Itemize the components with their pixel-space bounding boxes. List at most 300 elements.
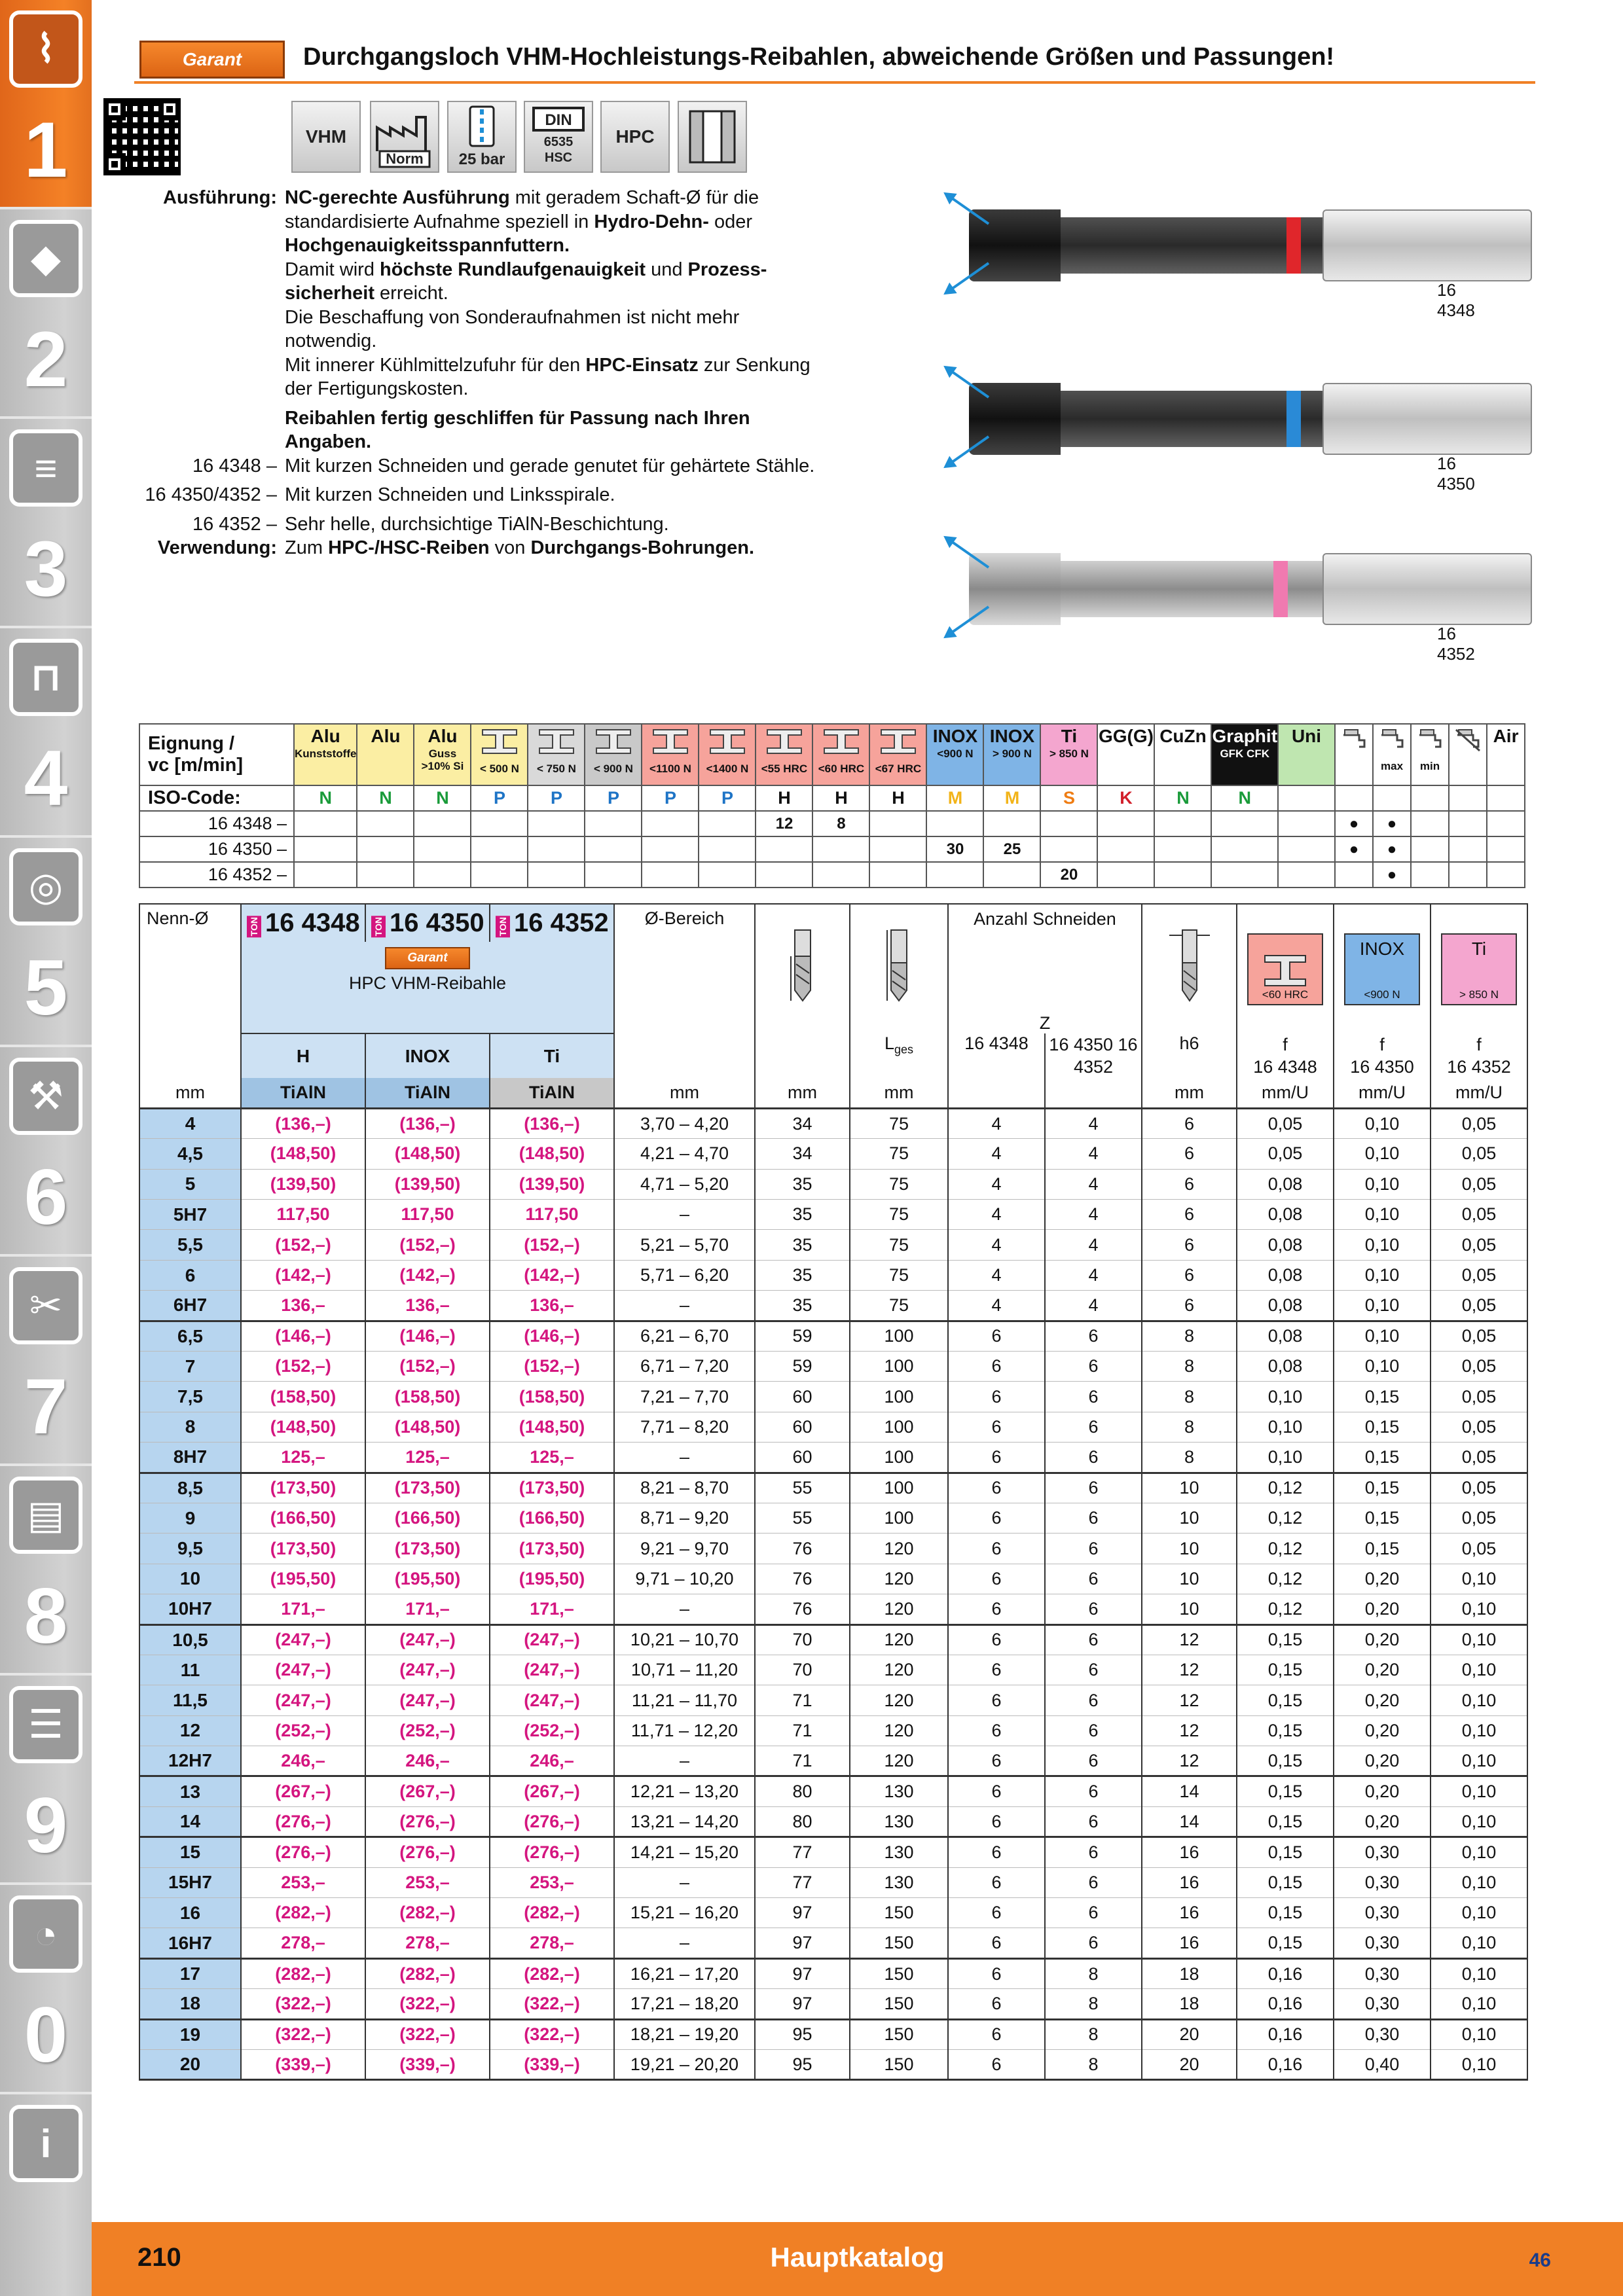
cutters-16-4350-4352: 6 [1045,1443,1142,1473]
shank-diameter: 10 [1142,1473,1237,1503]
feed-16-4348: 0,15 [1237,1624,1334,1655]
svg-text:DIN: DIN [545,111,572,129]
diameter-range: – [614,1443,755,1473]
price-16-4348[interactable]: 278,– [241,1928,365,1958]
feed-16-4348: 0,05 [1237,1108,1334,1138]
cutters-16-4348: 6 [948,1806,1045,1837]
table-row [139,1685,1527,1715]
material-name: Air [1493,726,1519,746]
vc-cell [869,811,926,836]
total-length: 120 [850,1685,948,1715]
desc-l7: 16 4350/4352 – [145,484,277,505]
price-16-4348[interactable]: (152,–) [241,1230,365,1260]
price-16-4352[interactable]: (282,–) [490,1898,614,1928]
verwendung-label: Verwendung: [157,537,277,558]
desc-p6: Mit kurzen Schneiden und gerade genutet für gehärtete Stähle. [285,455,815,476]
qr-code-icon[interactable] [103,98,181,175]
feed-16-4350: 0,10 [1334,1139,1431,1169]
sidebar-tab-info[interactable] [0,2094,92,2296]
nominal-diameter: 5H7 [139,1200,241,1230]
price-16-4352[interactable]: (247,–) [490,1624,614,1655]
price-16-4352[interactable]: (142,–) [490,1260,614,1290]
diameter-range: – [614,1200,755,1230]
coolant-tap-icon [1374,727,1410,758]
price-16-4352[interactable]: (173,50) [490,1473,614,1503]
nominal-diameter: 6,5 [139,1321,241,1351]
price-16-4348[interactable]: (152,–) [241,1352,365,1382]
cutters-16-4350-4352: 6 [1045,1746,1142,1776]
price-16-4348[interactable]: 117,50 [241,1200,365,1230]
sidebar-tab-0[interactable] [0,1885,92,2094]
vc-cell [1040,811,1097,836]
price-16-4350[interactable]: (267,–) [365,1776,490,1806]
sidebar-tab-number: 3 [24,525,68,613]
diameter-range: – [614,1291,755,1321]
price-16-4352[interactable]: (146,–) [490,1321,614,1351]
price-16-4352[interactable]: (195,50) [490,1564,614,1594]
product-label: HPC VHM-Reibahle [348,973,507,993]
shank-diameter: 16 [1142,1837,1237,1867]
f1-label: f 16 4348 [1237,1033,1334,1078]
shank-diameter: 18 [1142,1989,1237,2019]
total-length: 120 [850,1715,948,1746]
feed-16-4352: 0,05 [1431,1503,1527,1533]
cutting-length: 60 [755,1382,850,1412]
nominal-diameter: 6 [139,1260,241,1290]
cutting-length: 35 [755,1200,850,1230]
diameter-range: 10,21 – 10,70 [614,1624,755,1655]
price-16-4350[interactable]: (166,50) [365,1503,490,1533]
price-16-4352[interactable]: (339,–) [490,2050,614,2080]
total-length: 100 [850,1382,948,1412]
diameter-range: 12,21 – 13,20 [614,1776,755,1806]
price-16-4348[interactable]: 253,– [241,1867,365,1897]
price-16-4350[interactable]: (148,50) [365,1139,490,1169]
price-16-4350[interactable]: (282,–) [365,1958,490,1988]
table-row [139,1108,1527,1138]
page-footer [92,2222,1623,2296]
shank-diameter: 20 [1142,2050,1237,2080]
price-16-4350[interactable]: 171,– [365,1594,490,1624]
price-16-4350[interactable]: (139,50) [365,1169,490,1199]
sidebar-tab-9[interactable] [0,1676,92,1885]
cutting-length: 60 [755,1443,850,1473]
cutters-16-4350-4352: 4 [1045,1260,1142,1290]
cutters-16-4348: 4 [948,1200,1045,1230]
price-16-4350[interactable]: (247,–) [365,1655,490,1685]
tool-shank [1322,383,1532,455]
price-16-4350[interactable]: (173,50) [365,1534,490,1564]
shank-diameter: 12 [1142,1624,1237,1655]
cutting-length: 80 [755,1776,850,1806]
feed-16-4348: 0,15 [1237,1898,1334,1928]
price-16-4348[interactable]: (142,–) [241,1260,365,1290]
feed-16-4350: 0,30 [1334,1837,1431,1867]
vc-cell [528,836,585,862]
price-16-4350[interactable]: (322,–) [365,2019,490,2049]
price-16-4350[interactable]: (276,–) [365,1806,490,1837]
price-16-4348[interactable]: (173,50) [241,1534,365,1564]
table-row [139,1473,1527,1503]
cutters-16-4348: 6 [948,1503,1045,1533]
price-16-4350[interactable]: (252,–) [365,1715,490,1746]
cutters-16-4350-4352: 8 [1045,1958,1142,1988]
iso-code-21 [1449,785,1487,811]
feed-16-4350: 0,15 [1334,1382,1431,1412]
price-16-4350[interactable]: (276,–) [365,1837,490,1867]
sidebar-tab-number: 8 [24,1572,68,1660]
price-16-4350[interactable]: 278,– [365,1928,490,1958]
price-16-4348[interactable]: (339,–) [241,2050,365,2080]
price-16-4348[interactable]: (139,50) [241,1169,365,1199]
cutters-16-4350-4352: 6 [1045,1352,1142,1382]
nominal-diameter: 6H7 [139,1291,241,1321]
shank-diameter: 6 [1142,1230,1237,1260]
price-16-4350[interactable]: (158,50) [365,1382,490,1412]
diameter-range: 4,71 – 5,20 [614,1169,755,1199]
nominal-diameter: 5,5 [139,1230,241,1260]
cutters-16-4348: 6 [948,1655,1045,1685]
total-length: 130 [850,1837,948,1867]
price-16-4348[interactable]: (148,50) [241,1139,365,1169]
ausfuehrung-label: Ausführung: [163,187,277,208]
price-16-4352[interactable]: (148,50) [490,1139,614,1169]
total-length: 120 [850,1746,948,1776]
table-row [139,1230,1527,1260]
price-16-4352[interactable]: (152,–) [490,1352,614,1382]
price-16-4350[interactable]: (322,–) [365,1989,490,2019]
price-16-4352[interactable]: 117,50 [490,1200,614,1230]
cutters-16-4348: 6 [948,1989,1045,2019]
feed-16-4352: 0,10 [1431,1837,1527,1867]
price-16-4352[interactable]: (282,–) [490,1958,614,1988]
price-16-4350[interactable]: (142,–) [365,1260,490,1290]
material-inox-badge: INOX <900 N [1334,904,1431,1033]
price-16-4352[interactable]: (139,50) [490,1169,614,1199]
sidebar-tab-1[interactable] [0,0,92,209]
price-16-4352[interactable]: (247,–) [490,1685,614,1715]
price-16-4348[interactable]: (276,–) [241,1837,365,1867]
vc-cell [294,811,357,836]
nominal-diameter: 19 [139,2019,241,2049]
z1-label: 16 4348 [948,1033,1045,1078]
shank-diameter: 18 [1142,1958,1237,1988]
unit-l1: mm [755,1078,850,1108]
price-16-4350[interactable]: (195,50) [365,1564,490,1594]
material-col-2 [414,724,471,785]
feed-16-4348: 0,15 [1237,1655,1334,1685]
price-16-4350[interactable]: 136,– [365,1291,490,1321]
price-16-4348[interactable]: (148,50) [241,1412,365,1442]
vc-cell: 30 [926,836,983,862]
iso-code-7: P [699,785,756,811]
price-16-4350[interactable]: (152,–) [365,1230,490,1260]
feature-0: VHM [291,101,361,173]
cutters-16-4350-4352: 6 [1045,1412,1142,1442]
material-spec: <1400 N [706,762,749,775]
price-16-4348[interactable]: (322,–) [241,2019,365,2049]
nominal-diameter: 7 [139,1352,241,1382]
cutters-16-4350-4352: 6 [1045,1503,1142,1533]
price-16-4348[interactable]: 171,– [241,1594,365,1624]
diameter-range: 16,21 – 17,20 [614,1958,755,1988]
col-empty-l1 [755,1033,850,1078]
feed-16-4352: 0,10 [1431,1806,1527,1837]
price-16-4348[interactable]: (247,–) [241,1624,365,1655]
desc-l8: 16 4352 – [192,513,277,535]
cutting-length: 35 [755,1230,850,1260]
nominal-diameter: 10 [139,1564,241,1594]
nominal-diameter: 18 [139,1989,241,2019]
material-col-18 [1335,724,1373,785]
material-col-13 [1040,724,1097,785]
diameter-range: 7,21 – 7,70 [614,1382,755,1412]
sidebar-tab-number: 5 [24,944,68,1031]
price-16-4352[interactable]: (152,–) [490,1230,614,1260]
table-row [139,1806,1527,1837]
f2-label: f 16 4350 [1334,1033,1431,1078]
diameter-range: 17,21 – 18,20 [614,1989,755,2019]
price-16-4352[interactable]: (148,50) [490,1412,614,1442]
cutters-16-4348: 6 [948,1412,1045,1442]
iso-code-label: ISO-Code: [139,785,294,811]
price-16-4350[interactable]: 253,– [365,1867,490,1897]
price-16-4348[interactable]: (276,–) [241,1806,365,1837]
nominal-diameter: 15H7 [139,1867,241,1897]
table-row [139,1564,1527,1594]
table-row [139,1260,1527,1290]
price-16-4348[interactable]: 136,– [241,1291,365,1321]
info-icon: i [9,2105,82,2182]
feed-16-4348: 0,08 [1237,1352,1334,1382]
total-length: 100 [850,1412,948,1442]
cutting-length: 71 [755,1715,850,1746]
nominal-diameter: 12 [139,1715,241,1746]
price-16-4350[interactable]: (136,–) [365,1108,490,1138]
table-row [139,1837,1527,1867]
cutters-16-4348: 6 [948,1382,1045,1412]
price-16-4350[interactable]: (282,–) [365,1898,490,1928]
sidebar-tab-5[interactable] [0,838,92,1047]
material-name: Ti [1061,726,1078,746]
cutters-16-4348: 6 [948,1867,1045,1897]
price-16-4350[interactable]: 125,– [365,1443,490,1473]
price-16-4348[interactable]: (247,–) [241,1685,365,1715]
feed-16-4348: 0,15 [1237,1685,1334,1715]
price-16-4352[interactable]: 246,– [490,1746,614,1776]
cutting-length: 95 [755,2019,850,2049]
cutters-16-4348: 4 [948,1260,1045,1290]
steel-beam-icon [471,727,527,761]
price-16-4350[interactable]: (247,–) [365,1685,490,1715]
tool-number: 16 4350 [1437,454,1475,493]
tap-icon: ≡ [9,429,82,507]
diameter-range: 11,71 – 12,20 [614,1715,755,1746]
cutters-16-4350-4352: 6 [1045,1473,1142,1503]
price-16-4350[interactable]: 246,– [365,1746,490,1776]
price-16-4352[interactable]: 171,– [490,1594,614,1624]
sidebar-tab-6[interactable] [0,1047,92,1257]
feed-16-4352: 0,10 [1431,1776,1527,1806]
vc-cell: 25 [983,836,1040,862]
feed-16-4350: 0,20 [1334,1746,1431,1776]
feed-16-4352: 0,10 [1431,2019,1527,2049]
price-16-4348[interactable]: (146,–) [241,1321,365,1351]
svg-text:25 bar: 25 bar [458,151,505,168]
price-16-4352[interactable]: 278,– [490,1928,614,1958]
price-16-4348[interactable]: (282,–) [241,1898,365,1928]
price-16-4348[interactable]: (247,–) [241,1655,365,1685]
price-16-4352[interactable]: (276,–) [490,1806,614,1837]
feed-16-4350: 0,20 [1334,1806,1431,1837]
cutting-length: 76 [755,1594,850,1624]
vc-cell: ● [1373,862,1411,888]
price-16-4348[interactable]: 246,– [241,1746,365,1776]
sidebar-tab-8[interactable] [0,1466,92,1676]
table-row [139,1169,1527,1199]
vc-cell [756,862,812,888]
vc-cell [983,811,1040,836]
table-row [139,2019,1527,2049]
iso-code-13: S [1040,785,1097,811]
iso-code-2: N [414,785,471,811]
feed-16-4348: 0,10 [1237,1412,1334,1442]
price-16-4352[interactable]: (267,–) [490,1776,614,1806]
cutters-16-4348: 6 [948,2019,1045,2049]
feed-16-4350: 0,10 [1334,1230,1431,1260]
price-16-4350[interactable]: (173,50) [365,1473,490,1503]
price-16-4350[interactable]: (146,–) [365,1321,490,1351]
iso-code-17 [1278,785,1335,811]
sidebar-tab-2[interactable] [0,209,92,419]
total-length: 75 [850,1169,948,1199]
vc-cell: ● [1373,836,1411,862]
svg-text:6535: 6535 [543,135,574,149]
coat-inox: TiAlN [365,1078,490,1108]
bereich-label: Ø-Bereich [614,904,755,1078]
material-vc-row [139,811,1525,836]
material-col-16 [1211,724,1278,785]
price-16-4352[interactable]: 136,– [490,1291,614,1321]
steel-beam-icon [756,727,812,761]
nominal-diameter: 11 [139,1655,241,1685]
desc-p9: Zum HPC-/HSC-Reiben von Durchgangs-Bohrungen. [285,537,754,558]
shank-diameter: 10 [1142,1594,1237,1624]
tool-neck [1061,391,1322,447]
cutting-length: 55 [755,1503,850,1533]
shank-diameter: 8 [1142,1352,1237,1382]
cutters-16-4350-4352: 6 [1045,1715,1142,1746]
sidebar-tab-3[interactable] [0,419,92,628]
sub-h: H [241,1033,365,1078]
material-spec: > 900 N [992,747,1032,760]
feed-16-4348: 0,08 [1237,1230,1334,1260]
shank-diameter: 10 [1142,1534,1237,1564]
cutting-length: 76 [755,1534,850,1564]
price-16-4352[interactable]: 125,– [490,1443,614,1473]
vc-cell [1411,862,1449,888]
price-16-4350[interactable]: (148,50) [365,1412,490,1442]
cutting-length: 77 [755,1867,850,1897]
article-16-4348: TON 16 4348 [241,904,365,942]
vc-cell [1097,811,1154,836]
feed-16-4348: 0,12 [1237,1594,1334,1624]
price-16-4348[interactable]: (252,–) [241,1715,365,1746]
vc-cell [1449,862,1487,888]
cutters-16-4350-4352: 6 [1045,1321,1142,1351]
price-16-4352[interactable]: (276,–) [490,1837,614,1867]
cutters-16-4348: 6 [948,1715,1045,1746]
nominal-diameter: 16 [139,1898,241,1928]
price-16-4352[interactable]: (173,50) [490,1534,614,1564]
total-length: 100 [850,1503,948,1533]
price-16-4350[interactable]: 117,50 [365,1200,490,1230]
desc-p5: Reibahlen fertig geschliffen für Passung nach Ihren Angaben. [285,407,750,452]
z-label: Z [1039,1013,1051,1033]
z2-label: 16 4350 16 4352 [1045,1033,1142,1078]
nominal-diameter: 12H7 [139,1746,241,1776]
cutters-16-4348: 6 [948,1473,1045,1503]
table-row [139,1443,1527,1473]
vc-cell [699,836,756,862]
material-col-11 [926,724,983,785]
tool-shank [1322,553,1532,625]
iso-code-18 [1335,785,1373,811]
material-spec: <55 HRC [761,762,808,775]
vc-cell [1154,811,1211,836]
sidebar-tab-7[interactable] [0,1257,92,1466]
table-row [139,1655,1527,1685]
total-length: 75 [850,1260,948,1290]
tool-shank [1322,209,1532,281]
price-16-4348[interactable]: (136,–) [241,1108,365,1138]
vc-cell: 12 [756,811,812,836]
price-16-4352[interactable]: (322,–) [490,2019,614,2049]
price-16-4350[interactable]: (339,–) [365,2050,490,2080]
insert-icon: ◆ [9,220,82,297]
sub-ti: Ti [490,1033,614,1078]
price-16-4352[interactable]: (322,–) [490,1989,614,2019]
sidebar-tab-4[interactable] [0,628,92,838]
price-16-4352[interactable]: (247,–) [490,1655,614,1685]
price-16-4348[interactable]: (166,50) [241,1503,365,1533]
total-length: 120 [850,1655,948,1685]
total-length: 130 [850,1776,948,1806]
feed-16-4348: 0,08 [1237,1260,1334,1290]
desc-p3: Die Beschaffung von Sonderaufnahmen ist nicht mehr notwendig. [285,306,740,351]
cutters-16-4348: 6 [948,1958,1045,1988]
feed-16-4348: 0,15 [1237,1867,1334,1897]
price-16-4352[interactable]: (158,50) [490,1382,614,1412]
price-16-4352[interactable]: (166,50) [490,1503,614,1533]
price-16-4348[interactable]: (282,–) [241,1958,365,1988]
price-16-4348[interactable]: (173,50) [241,1473,365,1503]
price-16-4352[interactable]: 253,– [490,1867,614,1897]
price-16-4348[interactable]: (158,50) [241,1382,365,1412]
price-16-4350[interactable]: (247,–) [365,1624,490,1655]
price-16-4352[interactable]: (252,–) [490,1715,614,1746]
price-16-4348[interactable]: 125,– [241,1443,365,1473]
price-16-4352[interactable]: (136,–) [490,1108,614,1138]
diameter-range: 11,21 – 11,70 [614,1685,755,1715]
price-16-4348[interactable]: (322,–) [241,1989,365,2019]
price-16-4348[interactable]: (195,50) [241,1564,365,1594]
shank-diameter: 6 [1142,1260,1237,1290]
vc-cell [1335,862,1373,888]
diameter-range: 9,71 – 10,20 [614,1564,755,1594]
price-16-4348[interactable]: (267,–) [241,1776,365,1806]
price-16-4350[interactable]: (152,–) [365,1352,490,1382]
